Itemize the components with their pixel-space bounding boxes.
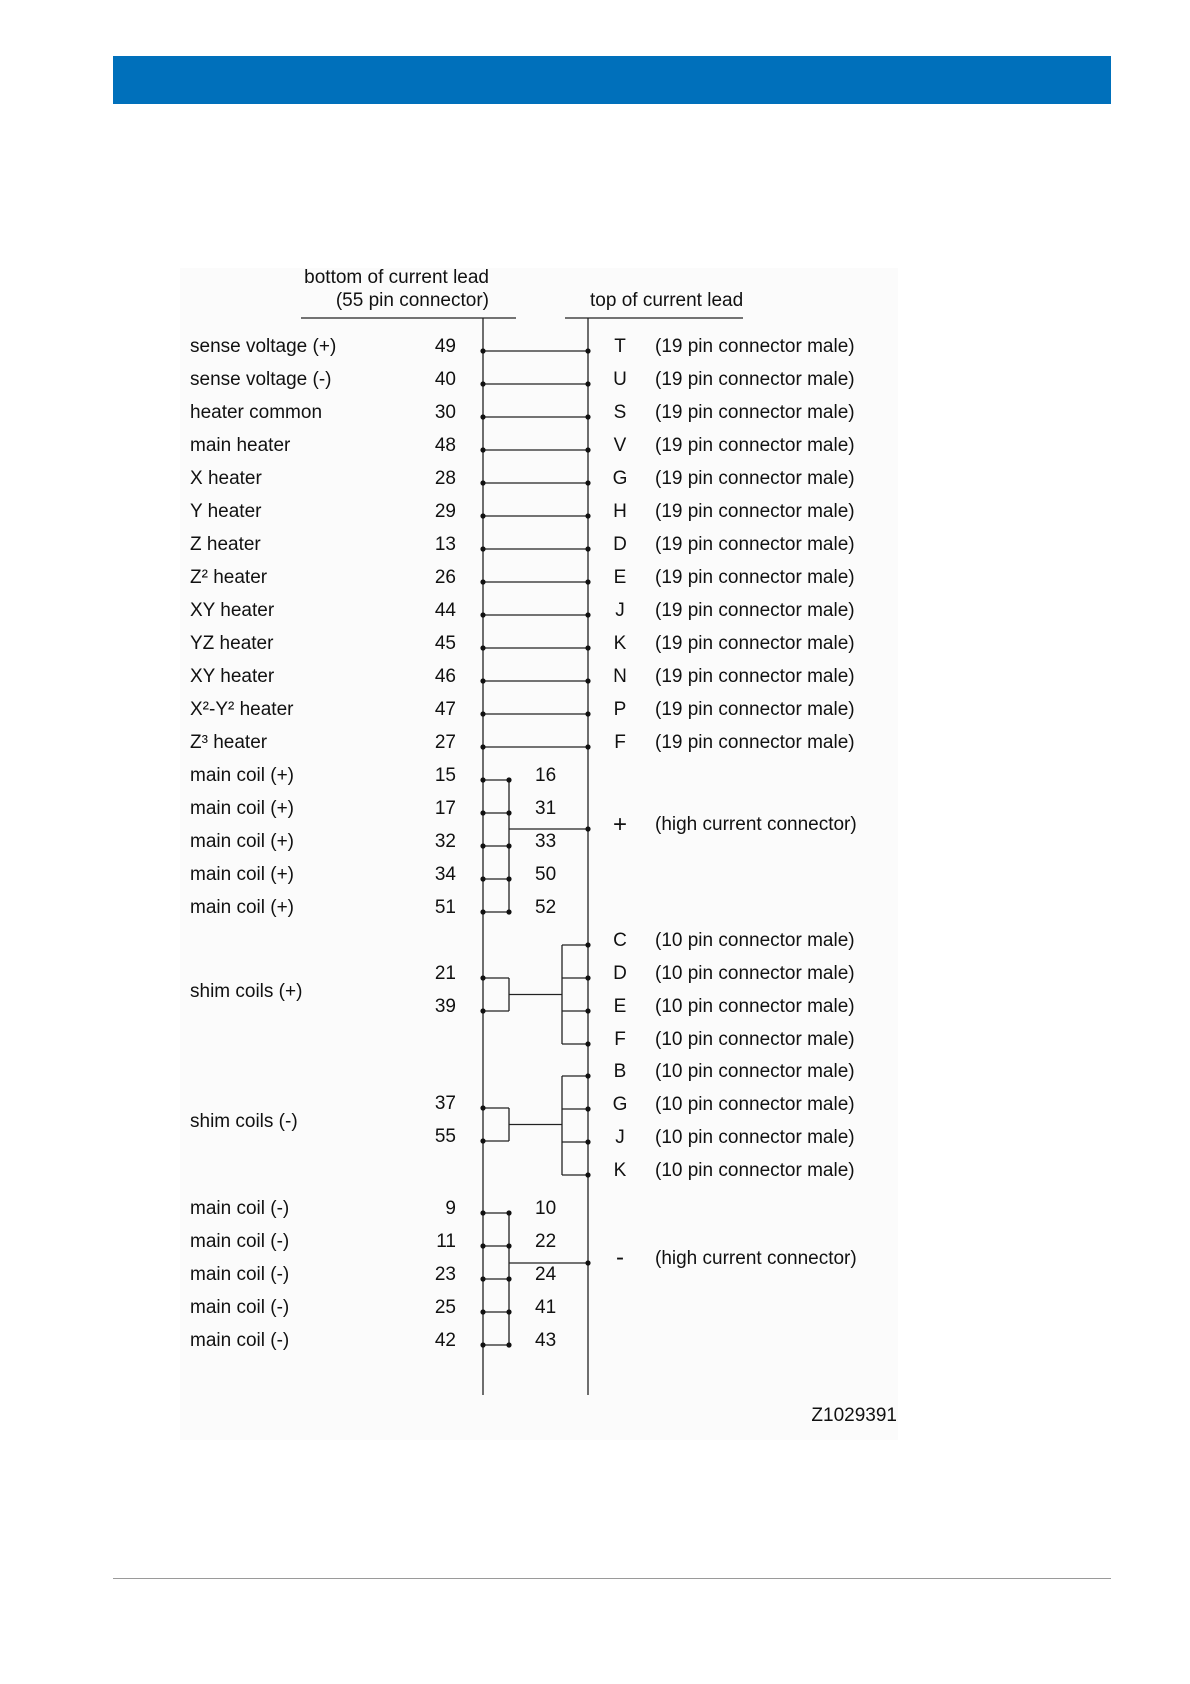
connector-letter: G — [612, 1094, 628, 1115]
junction-dot — [480, 1342, 485, 1347]
signal-label: sense voltage (+) — [190, 336, 337, 357]
pin-number: 32 — [434, 831, 456, 852]
connector-label: (19 pin connector male) — [655, 732, 855, 753]
pin-number: 50 — [535, 864, 557, 885]
signal-label: Z³ heater — [190, 732, 268, 753]
connector-letter: F — [614, 732, 626, 753]
junction-dot — [480, 513, 485, 518]
signal-label: X heater — [190, 468, 262, 489]
pin-number: 55 — [434, 1126, 456, 1147]
footer-rule — [113, 1578, 1111, 1579]
junction-dot — [480, 348, 485, 353]
signal-label: X²-Y² heater — [190, 699, 294, 720]
junction-dot — [506, 1243, 511, 1248]
pin-number: 33 — [535, 831, 557, 852]
junction-dot — [585, 711, 590, 716]
coil-label: main coil (-) — [190, 1264, 290, 1285]
connector-label: (10 pin connector male) — [655, 996, 855, 1017]
junction-dot — [506, 1342, 511, 1347]
pin-number: 29 — [434, 501, 456, 522]
junction-dot — [585, 348, 590, 353]
pin-number: 41 — [535, 1297, 557, 1318]
junction-dot — [480, 381, 485, 386]
junction-dot — [480, 777, 485, 782]
junction-dot — [480, 612, 485, 617]
pin-number: 42 — [434, 1330, 456, 1351]
pin-number: 44 — [434, 600, 456, 621]
connector-label: (10 pin connector male) — [655, 1029, 855, 1050]
connector-label: (19 pin connector male) — [655, 468, 855, 489]
pin-number: 11 — [436, 1231, 456, 1252]
left-header-line2: (55 pin connector) — [335, 290, 489, 311]
pin-number: 40 — [434, 369, 456, 390]
connector-letter: N — [613, 666, 627, 687]
signal-label: sense voltage (-) — [190, 369, 332, 390]
pin-number: 10 — [535, 1198, 557, 1219]
connector-letter: D — [613, 963, 627, 984]
junction-dot — [585, 744, 590, 749]
junction-dot — [585, 942, 590, 947]
polarity-symbol: + — [612, 811, 628, 838]
connector-label: (10 pin connector male) — [655, 1160, 855, 1181]
connector-letter: P — [613, 699, 627, 720]
connector-label: (10 pin connector male) — [655, 963, 855, 984]
coil-label: main coil (+) — [190, 897, 294, 918]
junction-dot — [585, 579, 590, 584]
junction-dot — [480, 1309, 485, 1314]
connector-letter: F — [614, 1029, 626, 1050]
junction-dot — [585, 414, 590, 419]
figure-id: Z1029391 — [811, 1405, 897, 1426]
pin-number: 17 — [434, 798, 456, 819]
left-header-line1: bottom of current lead — [304, 267, 489, 288]
junction-dot — [480, 843, 485, 848]
shim-label: shim coils (-) — [190, 1111, 298, 1132]
coil-label: main coil (-) — [190, 1330, 290, 1351]
junction-dot — [506, 843, 511, 848]
pin-number: 27 — [434, 732, 456, 753]
coil-label: main coil (-) — [190, 1231, 290, 1252]
pin-number: 13 — [434, 534, 456, 555]
junction-dot — [585, 513, 590, 518]
pin-number: 24 — [535, 1264, 557, 1285]
connector-label: (19 pin connector male) — [655, 699, 855, 720]
junction-dot — [480, 909, 485, 914]
pin-number: 43 — [535, 1330, 557, 1351]
connector-label: (19 pin connector male) — [655, 336, 855, 357]
signal-label: Z² heater — [190, 567, 268, 588]
connector-label: (19 pin connector male) — [655, 402, 855, 423]
coil-label: main coil (+) — [190, 798, 294, 819]
signal-label: Y heater — [190, 501, 262, 522]
connector-label: (19 pin connector male) — [655, 600, 855, 621]
signal-label: heater common — [190, 402, 323, 423]
pin-number: 15 — [434, 765, 456, 786]
pin-number: 23 — [434, 1264, 456, 1285]
pin-number: 31 — [535, 798, 557, 819]
junction-dot — [506, 810, 511, 815]
shim-label: shim coils (+) — [190, 981, 303, 1002]
coil-label: main coil (+) — [190, 864, 294, 885]
connector-label: (19 pin connector male) — [655, 567, 855, 588]
connector-label: (19 pin connector male) — [655, 534, 855, 555]
signal-label: XY heater — [190, 600, 275, 621]
junction-dot — [585, 1008, 590, 1013]
junction-dot — [480, 1243, 485, 1248]
junction-dot — [585, 1073, 590, 1078]
junction-dot — [585, 645, 590, 650]
junction-dot — [480, 447, 485, 452]
pin-number: 25 — [434, 1297, 456, 1318]
junction-dot — [585, 1260, 590, 1265]
junction-dot — [506, 1276, 511, 1281]
junction-dot — [480, 546, 485, 551]
junction-dot — [585, 1139, 590, 1144]
junction-dot — [480, 1276, 485, 1281]
junction-dot — [480, 1210, 485, 1215]
pin-number: 39 — [434, 996, 456, 1017]
junction-dot — [585, 1041, 590, 1046]
connector-letter: J — [615, 600, 625, 621]
junction-dot — [585, 975, 590, 980]
connector-label: (19 pin connector male) — [655, 501, 855, 522]
junction-dot — [585, 1172, 590, 1177]
pin-number: 22 — [535, 1231, 557, 1252]
signal-label: main heater — [190, 435, 291, 456]
pin-number: 26 — [434, 567, 456, 588]
connector-letter: E — [613, 567, 627, 588]
junction-dot — [480, 810, 485, 815]
pin-number: 48 — [434, 435, 456, 456]
connector-label: (19 pin connector male) — [655, 666, 855, 687]
pin-number: 45 — [434, 633, 456, 654]
connector-label: (19 pin connector male) — [655, 435, 855, 456]
connector-label: (10 pin connector male) — [655, 1061, 855, 1082]
pin-number: 34 — [434, 864, 456, 885]
pin-number: 37 — [434, 1093, 456, 1114]
pin-number: 30 — [434, 402, 456, 423]
connector-label: (high current connector) — [655, 1248, 857, 1269]
pin-number: 47 — [434, 699, 456, 720]
pin-number: 9 — [445, 1198, 456, 1219]
pin-number: 51 — [434, 897, 456, 918]
junction-dot — [480, 711, 485, 716]
connector-letter: C — [613, 930, 627, 951]
coil-label: main coil (-) — [190, 1297, 290, 1318]
connector-letter: S — [613, 402, 627, 423]
connector-letter: T — [614, 336, 626, 357]
junction-dot — [480, 975, 485, 980]
coil-label: main coil (+) — [190, 831, 294, 852]
connector-letter: K — [613, 1160, 627, 1181]
junction-dot — [480, 1138, 485, 1143]
junction-dot — [585, 447, 590, 452]
junction-dot — [480, 678, 485, 683]
connector-label: (19 pin connector male) — [655, 369, 855, 390]
junction-dot — [506, 777, 511, 782]
junction-dot — [480, 579, 485, 584]
connector-letter: E — [613, 996, 627, 1017]
pin-number: 21 — [434, 963, 456, 984]
connector-letter: U — [613, 369, 627, 390]
junction-dot — [585, 546, 590, 551]
connector-label: (19 pin connector male) — [655, 633, 855, 654]
connector-letter: K — [613, 633, 627, 654]
pin-number: 16 — [535, 765, 557, 786]
junction-dot — [585, 826, 590, 831]
junction-dot — [480, 480, 485, 485]
connector-label: (high current connector) — [655, 814, 857, 835]
junction-dot — [480, 1105, 485, 1110]
connector-letter: H — [613, 501, 627, 522]
pin-number: 49 — [434, 336, 456, 357]
connector-letter: D — [613, 534, 627, 555]
signal-label: XY heater — [190, 666, 275, 687]
junction-dot — [480, 645, 485, 650]
junction-dot — [506, 1210, 511, 1215]
junction-dot — [480, 744, 485, 749]
connector-letter: B — [613, 1061, 627, 1082]
pin-number: 52 — [535, 897, 557, 918]
junction-dot — [506, 876, 511, 881]
junction-dot — [585, 1106, 590, 1111]
connector-label: (10 pin connector male) — [655, 930, 855, 951]
junction-dot — [585, 678, 590, 683]
junction-dot — [585, 480, 590, 485]
junction-dot — [480, 414, 485, 419]
coil-label: main coil (+) — [190, 765, 294, 786]
signal-label: Z heater — [190, 534, 261, 555]
junction-dot — [585, 612, 590, 617]
pin-number: 46 — [434, 666, 456, 687]
connector-letter: V — [613, 435, 627, 456]
junction-dot — [585, 381, 590, 386]
junction-dot — [506, 1309, 511, 1314]
junction-dot — [480, 876, 485, 881]
coil-label: main coil (-) — [190, 1198, 290, 1219]
pin-number: 28 — [434, 468, 456, 489]
junction-dot — [480, 1008, 485, 1013]
connector-letter: J — [615, 1127, 625, 1148]
right-header: top of current lead — [590, 290, 744, 311]
polarity-symbol: - — [616, 1244, 624, 1271]
connector-label: (10 pin connector male) — [655, 1094, 855, 1115]
junction-dot — [506, 909, 511, 914]
signal-label: YZ heater — [190, 633, 274, 654]
connector-label: (10 pin connector male) — [655, 1127, 855, 1148]
connector-letter: G — [612, 468, 628, 489]
